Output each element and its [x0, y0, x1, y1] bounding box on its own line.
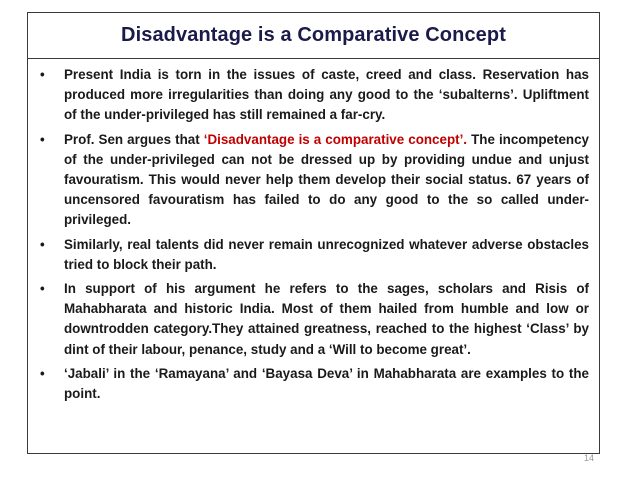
bullet-item-1 [28, 65, 599, 126]
bullet-item-2 [28, 130, 599, 231]
bullet-marker: • [40, 67, 45, 82]
bullet-marker: • [40, 281, 45, 297]
bullet-text-lead: Prof. Sen argues that [64, 131, 204, 147]
bullet-list [28, 65, 599, 408]
slide-frame [27, 12, 600, 454]
page-number: 14 [583, 453, 594, 463]
bullet-text: Present India is torn in the issues of caste, creed and class. Reservation has produced more irregularities than doing any good to the ‘subalterns’. Upliftment of the under-privileged has still remained a far-cry. [64, 67, 589, 123]
bullet-marker: • [40, 365, 45, 381]
bullet-marker: • [40, 131, 45, 147]
bullet-text: ‘Jabali’ in the ‘Ramayana’ and ‘Bayasa Deva’ in Mahabharata are examples to the point. [64, 365, 589, 402]
bullet-item-5 [28, 364, 599, 404]
title-bar [28, 13, 599, 59]
bullet-text: In support of his argument he refers to the sages, scholars and Risis of Mahabharata and historic India. Most of them hailed from humble and low or downtrodden category.They attained greatness, reached to the highest ‘Class’ by dint of their labour, penance, study and a ‘Will to become great’. [64, 281, 589, 357]
bullet-text-rest: The incompetency of the under-privileged can not be dressed up by providing undue and unjust favouratism. This would never help them develop their social status. 67 years of uncensored favouratism has failed to do any good to the so called under-privileged. [64, 131, 589, 228]
bullet-item-4 [28, 279, 599, 360]
bullet-marker: • [40, 236, 45, 252]
bullet-text: Similarly, real talents did never remain unrecognized whatever adverse obstacles tried to block their path. [64, 236, 589, 272]
slide-title: Disadvantage is a Comparative Concept [121, 24, 506, 46]
highlighted-quote: ‘Disadvantage is a comparative concept’. [203, 131, 468, 147]
bullet-item-3 [28, 235, 599, 275]
